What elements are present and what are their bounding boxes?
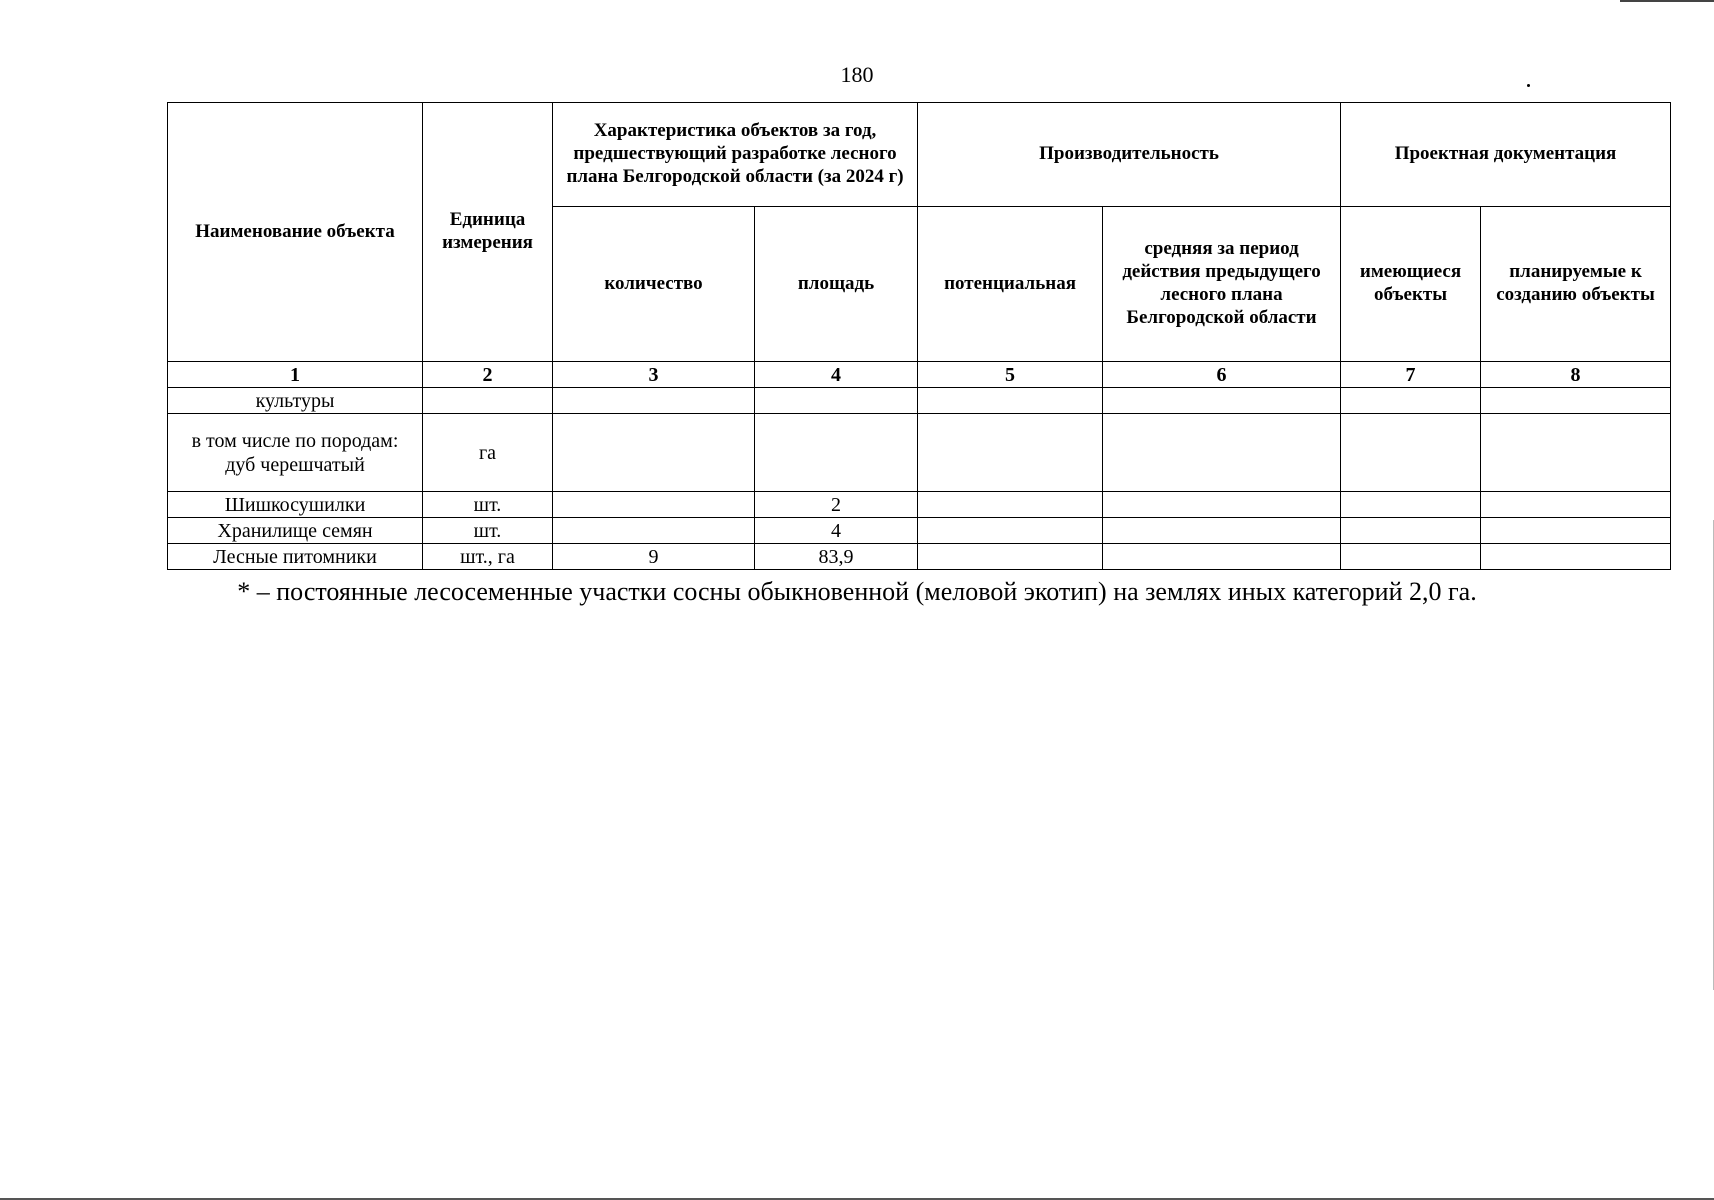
cell-potential [918, 414, 1103, 492]
cell-potential [918, 518, 1103, 544]
cell-existing [1341, 388, 1481, 414]
cell-unit: шт. [423, 518, 553, 544]
header-name: Наименование объекта [168, 103, 423, 362]
cell-quantity [553, 414, 755, 492]
column-number: 7 [1341, 362, 1481, 388]
cell-area: 2 [755, 492, 918, 518]
cell-planned [1481, 518, 1671, 544]
cell-planned [1481, 492, 1671, 518]
column-number: 3 [553, 362, 755, 388]
cell-quantity [553, 518, 755, 544]
cell-existing [1341, 518, 1481, 544]
column-number: 1 [168, 362, 423, 388]
cell-existing [1341, 544, 1481, 570]
cell-planned [1481, 388, 1671, 414]
cell-area: 83,9 [755, 544, 918, 570]
column-number: 2 [423, 362, 553, 388]
cell-average [1103, 388, 1341, 414]
forest-objects-table [167, 102, 1671, 570]
header-potential: потенциальная [918, 207, 1103, 362]
cell-area: 4 [755, 518, 918, 544]
cell-area [755, 388, 918, 414]
header-unit: Единица измерения [423, 103, 553, 362]
cell-name: культуры [168, 388, 423, 414]
cell-potential [918, 544, 1103, 570]
column-number-row [168, 362, 1671, 388]
column-number: 5 [918, 362, 1103, 388]
column-number: 6 [1103, 362, 1341, 388]
cell-unit [423, 388, 553, 414]
cell-planned [1481, 414, 1671, 492]
column-number: 4 [755, 362, 918, 388]
cell-existing [1341, 492, 1481, 518]
header-project-docs: Проектная документация [1341, 103, 1671, 207]
header-productivity: Производительность [918, 103, 1341, 207]
header-existing: имеющиеся объекты [1341, 207, 1481, 362]
header-row-group [168, 103, 1671, 207]
table-row [168, 388, 1671, 414]
table-row [168, 492, 1671, 518]
header-planned: планируемые к созданию объекты [1481, 207, 1671, 362]
cell-name: Шишкосушилки [168, 492, 423, 518]
header-characteristics: Характеристика объектов за год, предшествующий разработке лесного плана Белгородской области (за 2024 г) [553, 103, 918, 207]
cell-quantity [553, 388, 755, 414]
cell-name: Хранилище семян [168, 518, 423, 544]
cell-average [1103, 518, 1341, 544]
page-number: 180 [840, 62, 874, 87]
table-row [168, 544, 1671, 570]
cell-potential [918, 492, 1103, 518]
header-quantity: количество [553, 207, 755, 362]
cell-unit: шт. [423, 492, 553, 518]
footnote: * – постоянные лесосеменные участки сосны обыкновенной (меловой экотип) на землях иных категорий 2,0 га. [237, 577, 1477, 606]
cell-average [1103, 414, 1341, 492]
cell-unit: га [423, 414, 553, 492]
cell-existing [1341, 414, 1481, 492]
cell-quantity [553, 492, 755, 518]
cell-potential [918, 388, 1103, 414]
cell-average [1103, 492, 1341, 518]
cell-name: в том числе по породам: дуб черешчатый [168, 414, 423, 492]
column-number: 8 [1481, 362, 1671, 388]
table-row [168, 414, 1671, 492]
cell-planned [1481, 544, 1671, 570]
scan-edge-top [1620, 0, 1714, 2]
cell-quantity: 9 [553, 544, 755, 570]
cell-unit: шт., га [423, 544, 553, 570]
table-row [168, 518, 1671, 544]
header-area: площадь [755, 207, 918, 362]
cell-area [755, 414, 918, 492]
cell-name: Лесные питомники [168, 544, 423, 570]
cell-average [1103, 544, 1341, 570]
header-average: средняя за период действия предыдущего лесного плана Белгородской области [1103, 207, 1341, 362]
